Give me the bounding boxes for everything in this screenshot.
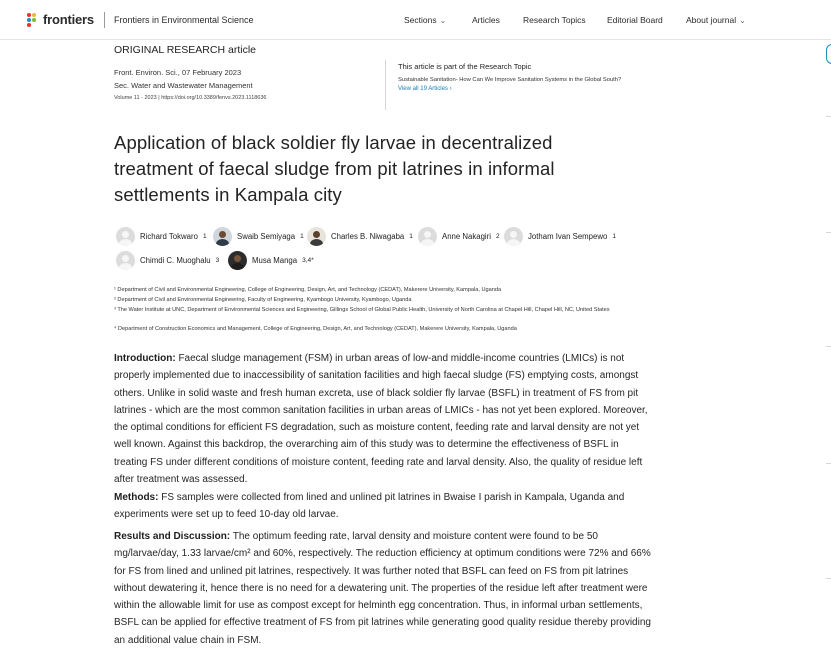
publication-line: Front. Environ. Sci., 07 February 2023 bbox=[114, 68, 242, 77]
abstract-results-label: Results and Discussion: bbox=[114, 531, 231, 542]
author-name: Chimdi C. Muoghalu bbox=[140, 256, 211, 265]
view-all-articles-link[interactable] bbox=[398, 86, 655, 92]
view-all-articles-label: View all 19 Articles bbox=[398, 86, 448, 92]
nav-research-topics[interactable]: Research Topics bbox=[523, 15, 586, 25]
chevron-down-icon: ⌄ bbox=[439, 15, 447, 25]
article-type bbox=[114, 44, 256, 56]
abstract-methods-label: Methods: bbox=[114, 492, 159, 503]
section-link[interactable]: Sec. Water and Wastewater Management bbox=[114, 81, 253, 90]
author-name: Charles B. Niwagaba bbox=[331, 232, 405, 241]
volume-doi[interactable]: Volume 11 - 2023 | https://doi.org/10.3389/fenvs.2023.1118636 bbox=[114, 95, 267, 101]
abstract-introduction bbox=[114, 350, 654, 488]
article-title: Application of black soldier fly larvae in decentralized treatment of faecal sludge from pit latrines in informal settlements in Kampala city bbox=[114, 132, 555, 205]
author-name: Swaib Semiyaga bbox=[237, 232, 296, 241]
affiliation: ³ The Water Institute at UNC, Department of Environmental Sciences and Engineering, Gillings School of Global Public Health, University of North Carolina at Chapel Hill, Chapel Hill, NC, United States bbox=[114, 307, 610, 313]
author-affiliation-number: 2 bbox=[495, 233, 500, 240]
avatar bbox=[228, 251, 247, 270]
author-affiliation-number: 1 bbox=[300, 233, 304, 240]
affiliation: ² Department of Civil and Environmental Engineering, Faculty of Engineering, Kyambogo University, Kyambogo, Uganda bbox=[114, 297, 412, 303]
abstract-introduction-label: Introduction: bbox=[114, 353, 176, 364]
author[interactable] bbox=[116, 227, 207, 246]
author-name: Richard Tokwaro bbox=[140, 232, 198, 241]
abstract-methods bbox=[114, 489, 654, 524]
avatar bbox=[307, 227, 326, 246]
affiliation: ⁴ Department of Construction Economics and Management, College of Engineering, Design, Art, and Technology (CEDAT), Makerere University, Kampala, Uganda bbox=[114, 326, 517, 332]
abstract-introduction-text: Faecal sludge management (FSM) in urban areas of low-and middle-income countries (LMICs) is not properly implemented due to inaccessibility of sanitation facilities and high faecal sludge (FS) emptying costs, amongst others. Unlike in solid waste and fresh human excreta, use of black soldier fly larvae (BSFL) in treatment of FS from pit latrines - which are the most common sanitation facilities in urban areas of LMICs - has not yet been explored. Moreover, the optimal conditions for efficient FS degradation, such as moisture content, feeding rate and larval density are not yet well known. Against this backdrop, the overarching aim of this study was to determine the effectiveness of BSFL in treating FS under different conditions of moisture content, feeding rate and larval density. Also, the quality of residue left after treatment was assessed. bbox=[114, 353, 648, 486]
divider bbox=[826, 346, 831, 347]
frontiers-logo[interactable] bbox=[27, 12, 94, 27]
research-topic-box bbox=[385, 60, 655, 110]
avatar-placeholder-icon bbox=[116, 227, 135, 246]
avatar-placeholder-icon bbox=[116, 251, 135, 270]
author[interactable] bbox=[504, 227, 616, 246]
divider bbox=[826, 578, 831, 579]
research-topic-heading: This article is part of the Research Topic bbox=[398, 62, 532, 71]
avatar bbox=[213, 227, 232, 246]
nav-editorial-board[interactable]: Editorial Board bbox=[607, 15, 663, 25]
avatar-placeholder-icon bbox=[418, 227, 437, 246]
nav-articles[interactable]: Articles bbox=[472, 15, 500, 25]
article-type-suffix: article bbox=[227, 44, 256, 56]
chevron-right-icon: › bbox=[449, 86, 452, 92]
abstract-methods-text: FS samples were collected from lined and unlined pit latrines in Bwaise I parish in Kampala, Uganda and experiments were set up to feed 10-day old larvae. bbox=[114, 492, 625, 521]
side-panel-tab[interactable] bbox=[826, 44, 831, 64]
affiliation: ¹ Department of Civil and Environmental Engineering, College of Engineering, Design, Art, and Technology (CEDAT), Makerere University, Kampala, Uganda bbox=[114, 287, 502, 293]
divider bbox=[826, 232, 831, 233]
frontiers-logo-icon bbox=[27, 13, 39, 27]
logo-divider bbox=[104, 12, 105, 28]
author[interactable] bbox=[116, 251, 219, 270]
author-affiliation-number: 1 bbox=[202, 233, 207, 240]
journal-name-link[interactable]: Frontiers in Environmental Science bbox=[114, 15, 254, 25]
author-name: Anne Nakagiri bbox=[442, 232, 491, 241]
nav-about-journal-label: About journal bbox=[686, 15, 737, 25]
author-affiliation-number: 3 bbox=[215, 257, 220, 264]
abstract-results-text: The optimum feeding rate, larval density and moisture content were found to be 50 mg/larvae/day, 1.33 larvae/cm² and 60%, respectively. The reduction efficiency at optimum conditions were 72% and 66% for FS from lined and unlined pit latrines, respectively. It was further noted that BSFL can feed on FS from pit latrines without dewatering it, hence there is no need for a dewatering unit. The properties of the residue left after treatment were within the allowable limit for use as compost except for helminth egg concentration. Thus, in informal urban settlements, BSFL can be applied for effective treatment of FS from pit latrines while generating good quality residue thereby providing an additional value chain in FSM. bbox=[114, 531, 651, 646]
divider bbox=[826, 116, 831, 117]
author-affiliation-number: 1 bbox=[612, 233, 616, 240]
article-type-label: ORIGINAL RESEARCH bbox=[114, 44, 226, 56]
nav-sections-label: Sections bbox=[404, 15, 437, 25]
research-topic-title[interactable]: Sustainable Sanitation- How Can We Improve Sanitation Systems in the Global South? bbox=[398, 77, 622, 83]
abstract-results bbox=[114, 528, 654, 649]
nav-sections[interactable] bbox=[404, 15, 446, 25]
author[interactable] bbox=[213, 227, 304, 246]
nav-about-journal[interactable] bbox=[686, 15, 746, 25]
chevron-down-icon: ⌄ bbox=[739, 15, 746, 25]
author[interactable] bbox=[307, 227, 413, 246]
author-name: Musa Manga bbox=[252, 256, 298, 265]
divider bbox=[826, 463, 831, 464]
author-name: Jotham Ivan Sempewo bbox=[528, 232, 608, 241]
author[interactable] bbox=[228, 251, 314, 270]
avatar-placeholder-icon bbox=[504, 227, 523, 246]
author[interactable] bbox=[418, 227, 500, 246]
top-navigation-bar bbox=[0, 0, 831, 40]
author-affiliation-number: 1 bbox=[409, 233, 413, 240]
logo-text: frontiers bbox=[43, 12, 94, 27]
author-affiliation-number: 3,4* bbox=[302, 257, 314, 264]
